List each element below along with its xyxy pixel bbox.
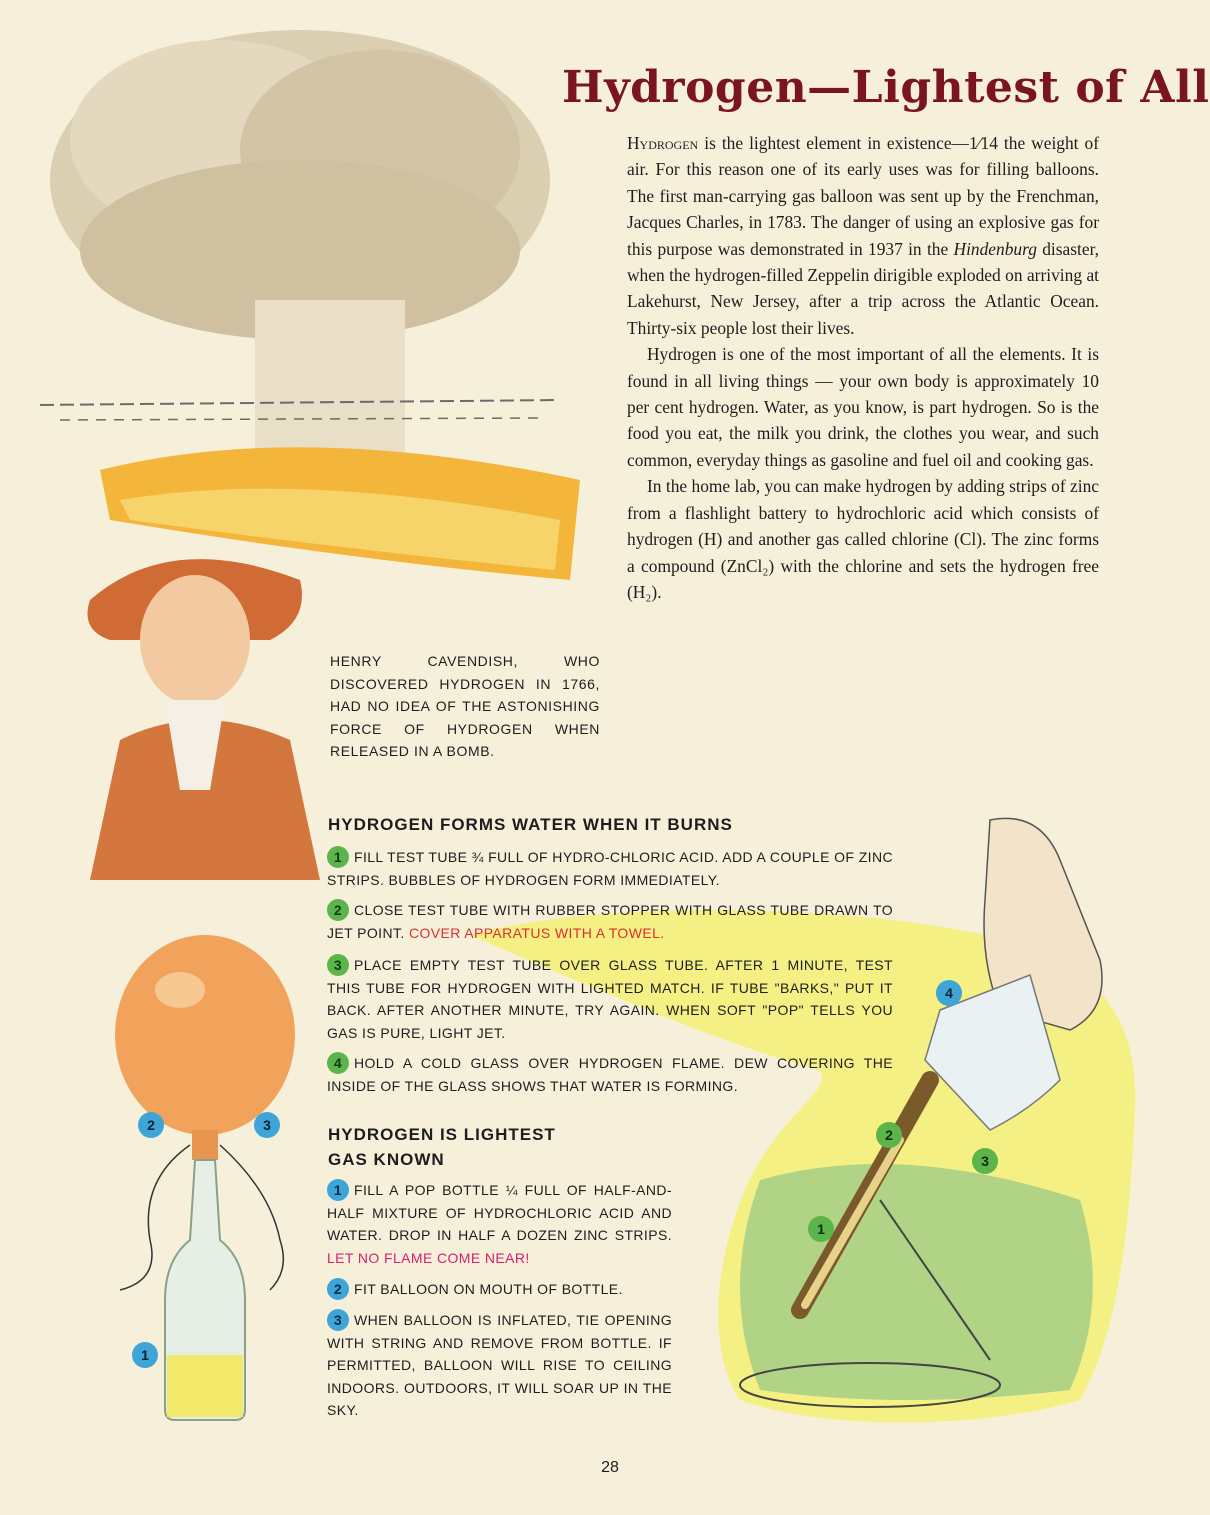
intro-text <box>627 130 1099 605</box>
intro-paragraph-3: In the home lab, you can make hydrogen by adding strips of zinc from a flashlight battery to hydrochloric acid which consists of hydrogen (H) and another gas called chlorine (Cl). The zinc forms a compound (ZnCl₂) with the chlorine and sets the hydrogen free (H₂). <box>627 476 1099 602</box>
page-title: Hydrogen—Lightest of All <box>562 62 1210 113</box>
intro-p1-part-b: disaster, when the hydrogen-filled Zeppelin dirigible exploded on arriving at Lakehurst, New Jersey, after a trip across the Atlantic Ocean. Thirty-six people lost their lives. <box>627 238 1100 338</box>
drip-marker: 3 <box>972 1148 998 1174</box>
intro-p1-part-a: is the lightest element in existence—1⁄14 the weight of air. For this reason one of its early uses was for filling balloons. The first man-carrying gas balloon was sent up by the Frenchman, Jacques Charles, in 1783. The danger of using an explosive gas for this purpose was demonstrated in 1937 in the <box>627 133 1099 259</box>
step-text: HOLD A COLD GLASS OVER HYDROGEN FLAME. DEW COVERING THE INSIDE OF THE GLASS SHOWS THAT WATER IS FORMING. <box>327 1055 893 1094</box>
step-text: FILL TEST TUBE ¾ FULL OF HYDRO-CHLORIC ACID. ADD A COUPLE OF ZINC STRIPS. BUBBLES OF HYDROGEN FORM IMMEDIATELY. <box>327 849 893 888</box>
water-step-3 <box>327 954 893 1044</box>
lightest-step-1 <box>327 1179 672 1269</box>
water-step-2 <box>327 899 893 944</box>
step-warning: COVER APPARATUS WITH A TOWEL. <box>408 924 665 941</box>
step-number-badge: 3 <box>327 1309 349 1331</box>
cavendish-portrait-illustration <box>88 559 321 880</box>
step-number-badge: 4 <box>327 1052 349 1074</box>
step-text: FILL A POP BOTTLE ¼ FULL OF HALF-AND-HALF MIXTURE OF HYDROCHLORIC ACID AND WATER. DROP IN HALF A DOZEN ZINC STRIPS. <box>327 1182 672 1243</box>
water-step-4 <box>327 1052 893 1097</box>
section-heading-lightest: HYDROGEN IS LIGHTEST GAS KNOWN <box>328 1125 556 1169</box>
tube-marker: 1 <box>808 1216 834 1242</box>
step-text: PLACE EMPTY TEST TUBE OVER GLASS TUBE. AFTER 1 MINUTE, TEST THIS TUBE FOR HYDROGEN WITH LIGHTED MATCH. IF TUBE "BARKS," PUT IT BACK. AFTER ANOTHER MINUTE, TRY AGAIN. WHEN SOFT "POP" TELLS YOU GAS IS PURE, LIGHT JET. <box>327 957 893 1041</box>
water-step-1 <box>327 846 893 891</box>
step-warning: LET NO FLAME COME NEAR! <box>327 1249 530 1266</box>
balloon-marker-left: 2 <box>138 1112 164 1138</box>
step-text: WHEN BALLOON IS INFLATED, TIE OPENING WITH STRING AND REMOVE FROM BOTTLE. IF PERMITTED, BALLOON WILL RISE TO CEILING INDOORS. OUTDOORS, IT WILL SOAR UP IN THE SKY. <box>327 1312 672 1418</box>
step-number-badge: 2 <box>327 899 349 921</box>
step-text: CLOSE TEST TUBE WITH RUBBER STOPPER WITH GLASS TUBE DRAWN TO JET POINT. <box>327 902 893 941</box>
step-number-badge: 1 <box>327 1179 349 1201</box>
step-text: FIT BALLOON ON MOUTH OF BOTTLE. <box>354 1281 623 1297</box>
stopper-marker: 2 <box>876 1122 902 1148</box>
step-number-badge: 3 <box>327 954 349 976</box>
section-heading-water: HYDROGEN FORMS WATER WHEN IT BURNS <box>328 815 733 834</box>
step-number-badge: 1 <box>327 846 349 868</box>
lightest-step-2 <box>327 1278 672 1301</box>
bottle-marker: 1 <box>132 1342 158 1368</box>
intro-paragraph-2: Hydrogen is one of the most important of all the elements. It is found in all living things — your own body is approximately 10 per cent hydrogen. Water, as you know, is part hydrogen. So is the food you eat, the milk you drink, the clothes you wear, and such common, everyday things as gasoline and fuel oil and cooking gas. <box>627 344 1099 470</box>
step-number-badge: 2 <box>327 1278 349 1300</box>
page-number: 28 <box>601 1459 619 1476</box>
lightest-step-3 <box>327 1309 672 1422</box>
balloon-marker-right: 3 <box>254 1112 280 1138</box>
mushroom-cloud-illustration <box>40 30 580 580</box>
intro-paragraph-1 <box>627 130 1099 341</box>
portrait-caption: HENRY CAVENDISH, WHO DISCOVERED HYDROGEN IN 1766, HAD NO IDEA OF THE ASTONISHING FORCE OF HYDROGEN WHEN RELEASED IN A BOMB. <box>330 653 600 760</box>
glass-marker: 4 <box>936 980 962 1006</box>
lead-word: Hydrogen <box>627 133 699 153</box>
ship-name: Hindenburg <box>953 238 1037 259</box>
